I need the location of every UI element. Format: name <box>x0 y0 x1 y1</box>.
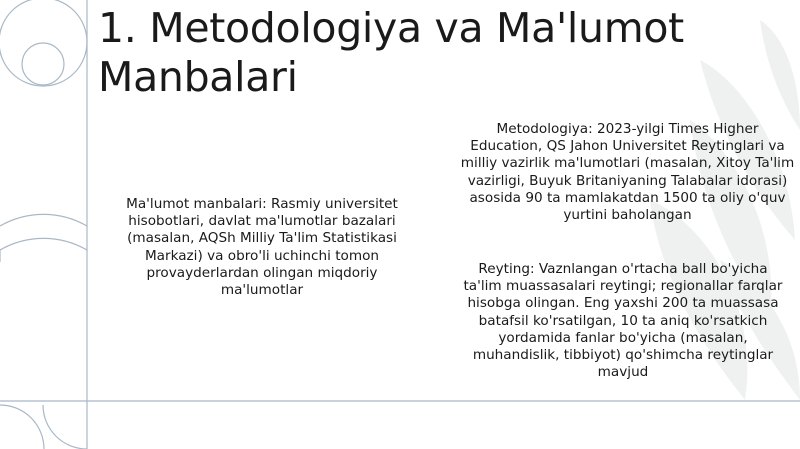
arc-bottom-left <box>0 405 44 449</box>
rating-text: Reyting: Vaznlangan o'rtacha ball bo'yicha ta'lim muassasalari reytingi; regionallar farqlar hisobga olingan. Eng yaxshi 200 ta muassasa batafsil ko'rsatilgan, 10 ta aniq ko'rsatkich yordamida fanlar bo'yicha (masalan, muhandislik, tibbiyot) qo'shimcha reytinglar mavjud <box>463 261 783 381</box>
slide-title: 1. Metodologiya va Ma'lumot Manbalari <box>98 4 684 101</box>
arc-bottom-right <box>43 405 87 449</box>
methodology-text: Metodologiya: 2023-yilgi Times Higher Education, QS Jahon Universitet Reytinglari va milliy vazirlik ma'lumotlari (masalan, Xitoy Ta'lim vazirligi, Buyuk Britaniyaning Talabalar idorasi) asosida 90 ta mamlakatdan 1500 ta oliy o'quv yurtini baholangan <box>460 121 795 224</box>
data-sources-text: Ma'lumot manbalari: Rasmiy universitet hisobotlari, davlat ma'lumotlar bazalari (masalan, AQSh Milliy Ta'lim Statistikasi Markazi) va obro'li uchinchi tomon provayderlardan olingan miqdoriy ma'lumotlar <box>126 196 398 299</box>
arch-upper <box>0 238 87 262</box>
arch-outer <box>0 214 87 226</box>
circle-small <box>22 43 64 85</box>
